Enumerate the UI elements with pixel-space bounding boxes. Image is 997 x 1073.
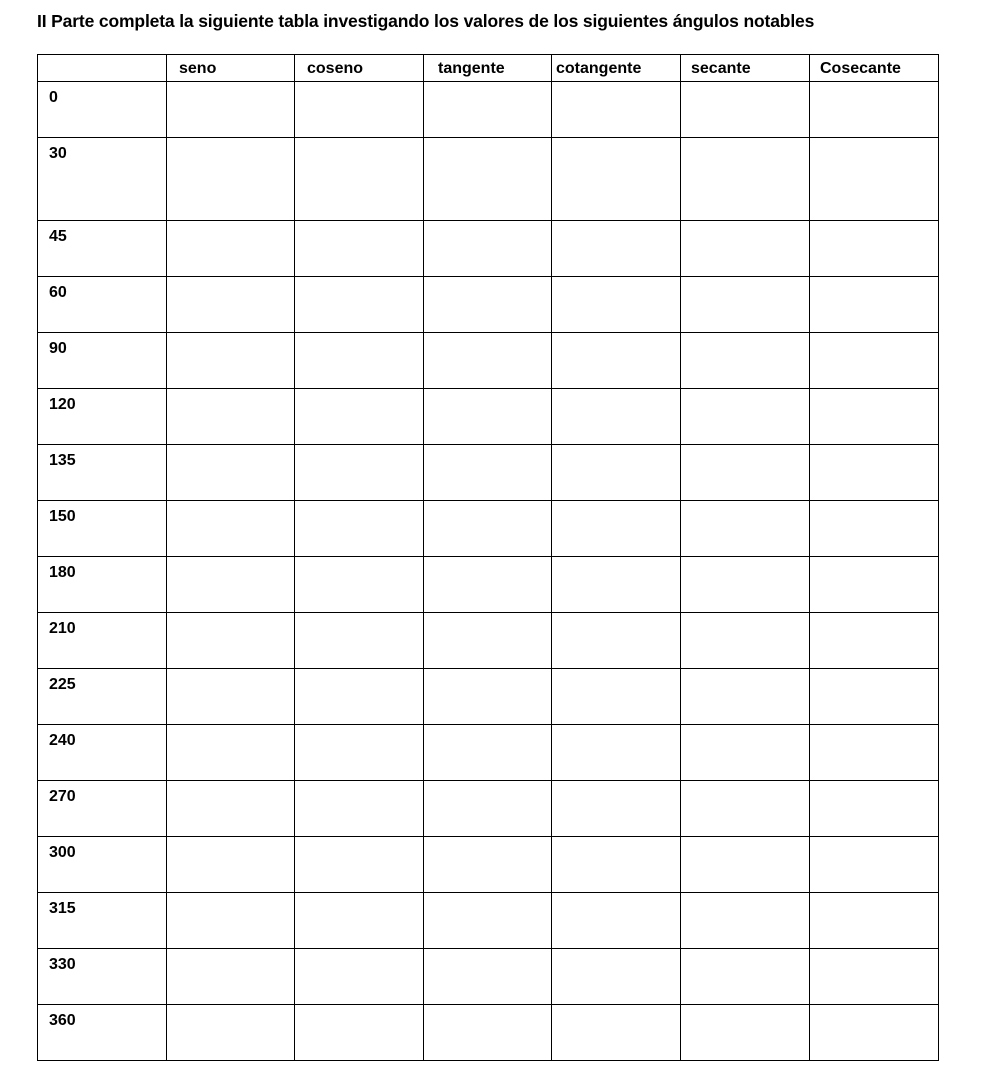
angle-label: 120: [38, 389, 167, 445]
answer-cell-coseno[interactable]: [295, 557, 424, 613]
answer-cell-secante[interactable]: [681, 557, 810, 613]
answer-cell-cosecante[interactable]: [810, 949, 939, 1005]
answer-cell-secante[interactable]: [681, 949, 810, 1005]
answer-cell-cotangente[interactable]: [552, 138, 681, 221]
table-row: [38, 557, 939, 613]
answer-cell-cosecante[interactable]: [810, 138, 939, 221]
answer-cell-tangente[interactable]: [424, 1005, 552, 1061]
answer-cell-secante[interactable]: [681, 389, 810, 445]
table-row: [38, 669, 939, 725]
answer-cell-secante[interactable]: [681, 1005, 810, 1061]
answer-cell-cotangente[interactable]: [552, 1005, 681, 1061]
angle-label: 180: [38, 557, 167, 613]
table-row: [38, 501, 939, 557]
answer-cell-coseno[interactable]: [295, 333, 424, 389]
answer-cell-coseno[interactable]: [295, 445, 424, 501]
answer-cell-tangente[interactable]: [424, 669, 552, 725]
answer-cell-seno[interactable]: [167, 445, 295, 501]
answer-cell-coseno[interactable]: [295, 501, 424, 557]
answer-cell-seno[interactable]: [167, 221, 295, 277]
answer-cell-tangente[interactable]: [424, 333, 552, 389]
answer-cell-tangente[interactable]: [424, 837, 552, 893]
answer-cell-secante[interactable]: [681, 333, 810, 389]
angle-label: 225: [38, 669, 167, 725]
header-row: [38, 55, 939, 82]
table-row: [38, 389, 939, 445]
angle-label: 330: [38, 949, 167, 1005]
answer-cell-cosecante[interactable]: [810, 445, 939, 501]
table-row: [38, 221, 939, 277]
table-row: [38, 333, 939, 389]
answer-cell-cosecante[interactable]: [810, 1005, 939, 1061]
answer-cell-cosecante[interactable]: [810, 669, 939, 725]
answer-cell-tangente[interactable]: [424, 949, 552, 1005]
angle-label: 300: [38, 837, 167, 893]
answer-cell-tangente[interactable]: [424, 557, 552, 613]
answer-cell-seno[interactable]: [167, 837, 295, 893]
answer-cell-cosecante[interactable]: [810, 781, 939, 837]
answer-cell-cosecante[interactable]: [810, 277, 939, 333]
table-row: [38, 277, 939, 333]
answer-cell-coseno[interactable]: [295, 613, 424, 669]
answer-cell-secante[interactable]: [681, 445, 810, 501]
answer-cell-secante[interactable]: [681, 893, 810, 949]
answer-cell-secante[interactable]: [681, 277, 810, 333]
column-header-coseno: coseno: [295, 55, 424, 82]
answer-cell-secante[interactable]: [681, 221, 810, 277]
answer-cell-tangente[interactable]: [424, 893, 552, 949]
answer-cell-secante[interactable]: [681, 781, 810, 837]
angle-label: 90: [38, 333, 167, 389]
answer-cell-seno[interactable]: [167, 557, 295, 613]
angle-label: 30: [38, 138, 167, 221]
answer-cell-cotangente[interactable]: [552, 669, 681, 725]
answer-cell-secante[interactable]: [681, 613, 810, 669]
answer-cell-tangente[interactable]: [424, 82, 552, 138]
answer-cell-cotangente[interactable]: [552, 333, 681, 389]
answer-cell-secante[interactable]: [681, 669, 810, 725]
answer-cell-coseno[interactable]: [295, 669, 424, 725]
angle-label: 210: [38, 613, 167, 669]
angle-label: 270: [38, 781, 167, 837]
column-header-cosecante: Cosecante: [810, 55, 939, 82]
answer-cell-seno[interactable]: [167, 893, 295, 949]
table-row: [38, 1005, 939, 1061]
answer-cell-coseno[interactable]: [295, 725, 424, 781]
answer-cell-tangente[interactable]: [424, 389, 552, 445]
answer-cell-secante[interactable]: [681, 725, 810, 781]
answer-cell-seno[interactable]: [167, 82, 295, 138]
answer-cell-cosecante[interactable]: [810, 389, 939, 445]
answer-cell-cotangente[interactable]: [552, 277, 681, 333]
answer-cell-cotangente[interactable]: [552, 82, 681, 138]
answer-cell-cotangente[interactable]: [552, 893, 681, 949]
table-row: [38, 949, 939, 1005]
answer-cell-coseno[interactable]: [295, 949, 424, 1005]
answer-cell-seno[interactable]: [167, 949, 295, 1005]
answer-cell-tangente[interactable]: [424, 501, 552, 557]
worksheet-title: II Parte completa la siguiente tabla investigando los valores de los siguientes ángulos notables: [37, 11, 815, 31]
answer-cell-cosecante[interactable]: [810, 893, 939, 949]
answer-cell-coseno[interactable]: [295, 837, 424, 893]
table-row: [38, 837, 939, 893]
answer-cell-seno[interactable]: [167, 669, 295, 725]
answer-cell-cosecante[interactable]: [810, 837, 939, 893]
answer-cell-cosecante[interactable]: [810, 725, 939, 781]
angle-label: 150: [38, 501, 167, 557]
answer-cell-coseno[interactable]: [295, 1005, 424, 1061]
column-header-tangente: tangente: [424, 55, 552, 82]
answer-cell-cotangente[interactable]: [552, 389, 681, 445]
answer-cell-cotangente[interactable]: [552, 949, 681, 1005]
angle-label: 135: [38, 445, 167, 501]
answer-cell-coseno[interactable]: [295, 138, 424, 221]
column-header-seno: seno: [167, 55, 295, 82]
table-row: [38, 445, 939, 501]
answer-cell-seno[interactable]: [167, 781, 295, 837]
answer-cell-coseno[interactable]: [295, 389, 424, 445]
angle-label: 60: [38, 277, 167, 333]
answer-cell-tangente[interactable]: [424, 445, 552, 501]
answer-cell-cotangente[interactable]: [552, 837, 681, 893]
answer-cell-cotangente[interactable]: [552, 445, 681, 501]
answer-cell-seno[interactable]: [167, 138, 295, 221]
angle-label: 45: [38, 221, 167, 277]
table-row: [38, 725, 939, 781]
answer-cell-cotangente[interactable]: [552, 221, 681, 277]
answer-cell-cosecante[interactable]: [810, 557, 939, 613]
answer-cell-cotangente[interactable]: [552, 781, 681, 837]
answer-cell-cotangente[interactable]: [552, 557, 681, 613]
answer-cell-tangente[interactable]: [424, 138, 552, 221]
table-body: [38, 82, 939, 1061]
answer-cell-secante[interactable]: [681, 138, 810, 221]
answer-cell-secante[interactable]: [681, 501, 810, 557]
table-row: [38, 138, 939, 221]
answer-cell-coseno[interactable]: [295, 82, 424, 138]
answer-cell-coseno[interactable]: [295, 893, 424, 949]
answer-cell-seno[interactable]: [167, 333, 295, 389]
table-row: [38, 613, 939, 669]
answer-cell-cotangente[interactable]: [552, 501, 681, 557]
answer-cell-seno[interactable]: [167, 277, 295, 333]
answer-cell-cosecante[interactable]: [810, 221, 939, 277]
answer-cell-coseno[interactable]: [295, 781, 424, 837]
answer-cell-tangente[interactable]: [424, 781, 552, 837]
angle-label: 360: [38, 1005, 167, 1061]
answer-cell-cosecante[interactable]: [810, 333, 939, 389]
answer-cell-cosecante[interactable]: [810, 613, 939, 669]
angle-label: 315: [38, 893, 167, 949]
angle-label: 0: [38, 82, 167, 138]
answer-cell-secante[interactable]: [681, 82, 810, 138]
answer-cell-tangente[interactable]: [424, 725, 552, 781]
column-header-secante: secante: [681, 55, 810, 82]
table-row: [38, 82, 939, 138]
answer-cell-seno[interactable]: [167, 1005, 295, 1061]
answer-cell-seno[interactable]: [167, 725, 295, 781]
answer-cell-coseno[interactable]: [295, 221, 424, 277]
corner-header-cell: [38, 55, 167, 82]
angle-label: 240: [38, 725, 167, 781]
answer-cell-cosecante[interactable]: [810, 82, 939, 138]
answer-cell-coseno[interactable]: [295, 277, 424, 333]
answer-cell-secante[interactable]: [681, 837, 810, 893]
answer-cell-tangente[interactable]: [424, 221, 552, 277]
answer-cell-cotangente[interactable]: [552, 613, 681, 669]
answer-cell-seno[interactable]: [167, 389, 295, 445]
answer-cell-tangente[interactable]: [424, 613, 552, 669]
answer-cell-cosecante[interactable]: [810, 501, 939, 557]
column-header-cotangente: cotangente: [552, 55, 681, 82]
notable-angles-table: [37, 54, 939, 1061]
answer-cell-tangente[interactable]: [424, 277, 552, 333]
answer-cell-seno[interactable]: [167, 613, 295, 669]
table-row: [38, 781, 939, 837]
answer-cell-seno[interactable]: [167, 501, 295, 557]
table-row: [38, 893, 939, 949]
answer-cell-cotangente[interactable]: [552, 725, 681, 781]
